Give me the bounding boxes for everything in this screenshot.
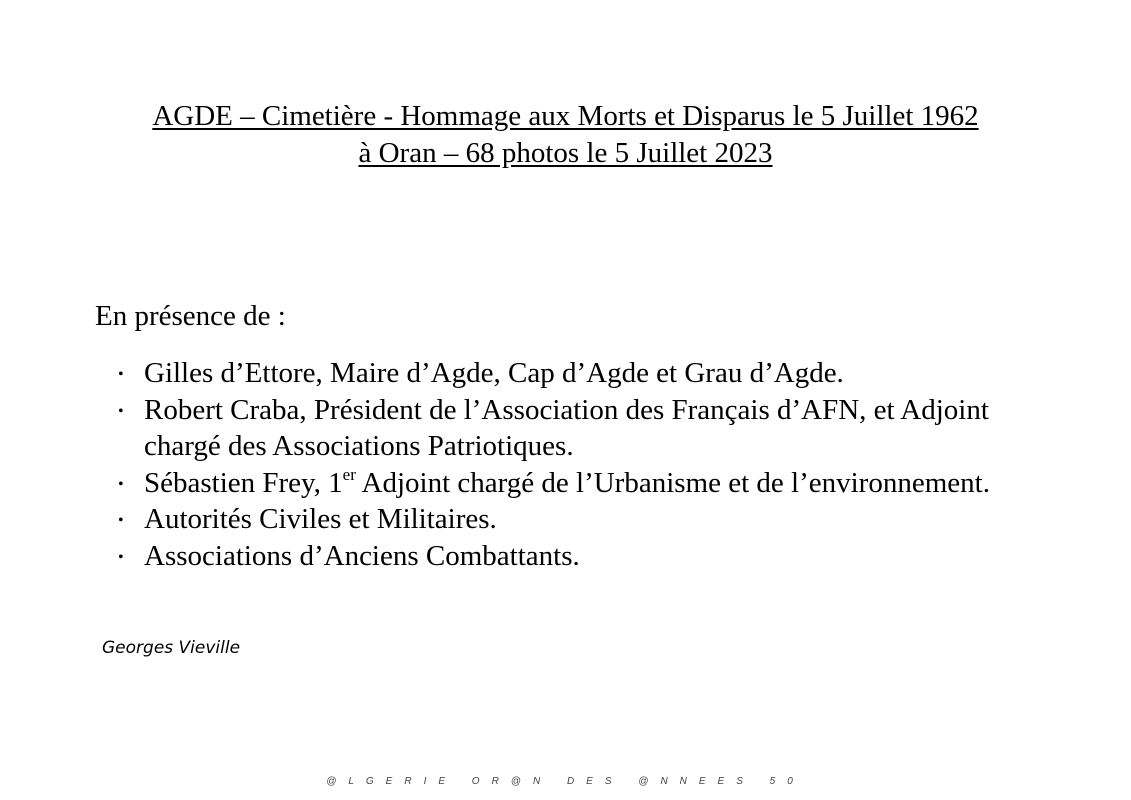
author-signature: Georges Vieville: [102, 638, 241, 658]
list-item-text: Associations d’Anciens Combattants.: [144, 539, 580, 572]
attendee-list: [0, 355, 1004, 574]
title-line-1: AGDE – Cimetière - Hommage aux Morts et Disparus le 5 Juillet 1962: [152, 100, 979, 132]
bullet-icon: •: [118, 548, 124, 566]
bullet-icon: •: [118, 475, 124, 493]
list-item-text: Gilles d’Ettore, Maire d’Agde, Cap d’Agde et Grau d’Agde.: [144, 357, 844, 389]
list-item-text-prefix: Sébastien Frey, 1: [144, 466, 343, 499]
list-item-text: Autorités Civiles et Militaires.: [144, 503, 497, 535]
bullet-icon: •: [118, 366, 124, 383]
page-footer: @LGERIE OR@N DES @NNEES 50: [326, 776, 805, 787]
list-item: [0, 355, 1004, 392]
list-item: [0, 392, 1004, 465]
list-item: [0, 465, 1004, 502]
ordinal-superscript: er: [342, 464, 356, 484]
list-item-text: Robert Craba, Président de l’Association des Français d’AFN, et Adjoint chargé des Associations Patriotiques.: [144, 393, 989, 462]
title-line-2: à Oran – 68 photos le 5 Juillet 2023: [358, 137, 773, 169]
list-item: [0, 538, 1004, 575]
bullet-icon: •: [118, 402, 124, 420]
bullet-icon: •: [118, 512, 124, 529]
list-item: [0, 501, 1004, 538]
list-item-text-suffix: Adjoint chargé de l’Urbanisme et de l’environnement.: [355, 466, 990, 499]
intro-text: En présence de :: [95, 300, 286, 332]
page-title: [0, 98, 1131, 172]
